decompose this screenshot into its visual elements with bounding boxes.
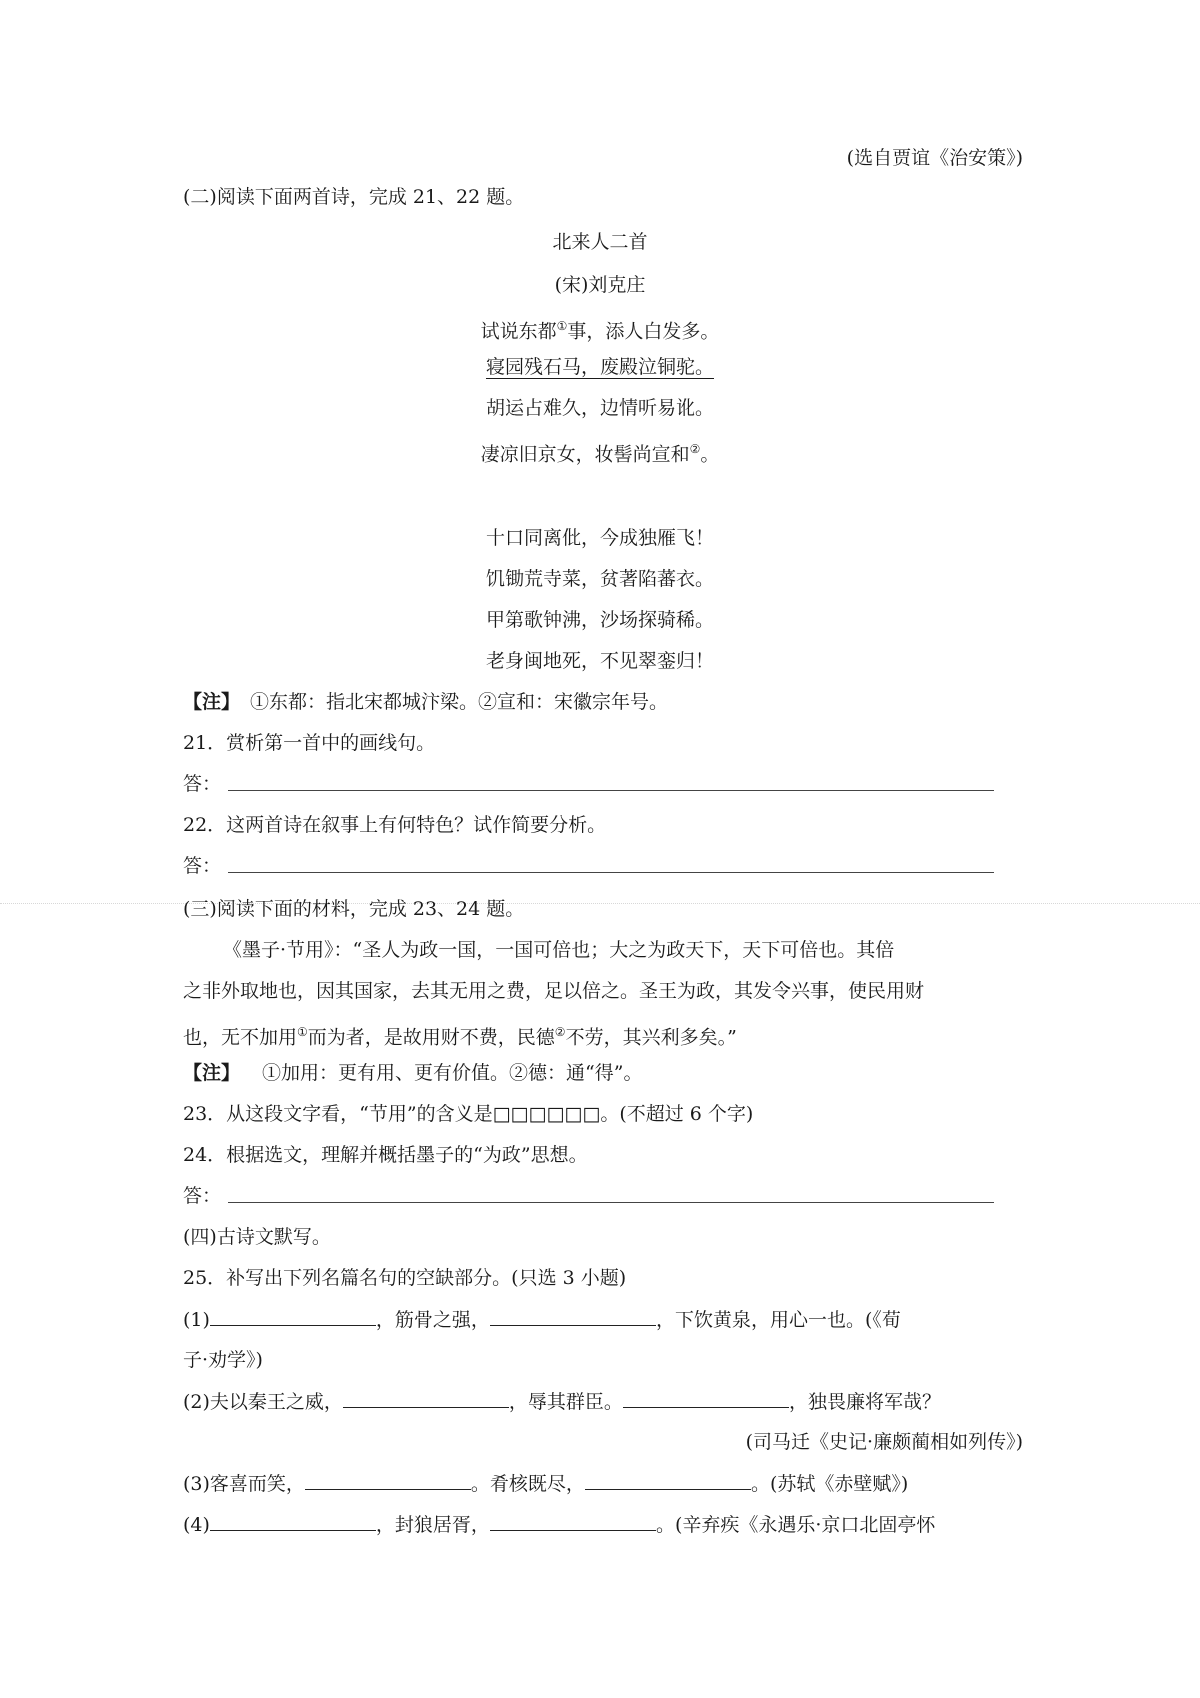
poem1-line2 xyxy=(0,355,1200,379)
item-3 xyxy=(183,1471,908,1496)
blank-1b[interactable] xyxy=(490,1307,656,1326)
item-2-source: (司马迁《史记·廉颇蔺相如列传》) xyxy=(745,1431,1023,1453)
poem2-line1: 十口同离仳，今成独雁飞！ xyxy=(485,527,714,549)
question-22: 22．这两首诗在叙事上有何特色？试作简要分析。 xyxy=(183,814,607,836)
item-3-start: (3)客喜而笑， xyxy=(183,1473,305,1495)
item-2-start: (2)夫以秦王之威， xyxy=(183,1391,343,1413)
footnote-mark-1: ① xyxy=(556,319,568,333)
question-24: 24．根据选文，理解并概括墨子的“为政”思想。 xyxy=(183,1144,588,1166)
note-text: ①东都：指北宋都城汴梁。②宣和：宋徽宗年号。 xyxy=(250,691,669,713)
question-23: 23．从这段文字看，“节用”的含义是□□□□□□。(不超过 6 个字) xyxy=(183,1103,754,1125)
poem1-line4-a: 凄凉旧京女，妆髻尚宣和 xyxy=(480,443,690,466)
material-line3-a: 也，无不加用 xyxy=(183,1026,298,1049)
note-label: 【注】 xyxy=(183,691,241,713)
poem2-line4: 老身闽地死，不见翠銮归！ xyxy=(485,650,714,672)
item-1-end: ，下饮黄泉，用心一也。(《荀 xyxy=(655,1309,901,1331)
blank-1a[interactable] xyxy=(210,1307,376,1326)
answer-label-21: 答： xyxy=(183,773,222,795)
section2-heading: (二)阅读下面两首诗，完成 21、22 题。 xyxy=(183,186,525,208)
page-divider xyxy=(0,903,1200,904)
item-2-mid: ，辱其群臣。 xyxy=(508,1391,623,1413)
poem2-line2: 饥锄荒寺菜，贫著陷蕃衣。 xyxy=(485,568,714,590)
item-1 xyxy=(183,1307,1023,1332)
material-line1: 《墨子·节用》：“圣人为政一国，一国可倍也；大之为政天下，天下可倍也。其倍 xyxy=(223,939,895,961)
answer-label-22: 答： xyxy=(183,855,222,877)
poem1-line4-b: 。 xyxy=(700,443,720,466)
note-section3 xyxy=(183,1061,642,1085)
poem1-line1-b: 事，添人白发多。 xyxy=(567,320,720,343)
question-25: 25．补写出下列名篇名句的空缺部分。(只选 3 小题) xyxy=(183,1267,627,1289)
blank-3a[interactable] xyxy=(305,1471,471,1490)
footnote-mark-3: ① xyxy=(297,1025,308,1039)
blank-4b[interactable] xyxy=(490,1512,656,1531)
note-text: ①加用：更有用、更有价值。②德：通“得”。 xyxy=(262,1062,643,1084)
blank-3b[interactable] xyxy=(585,1471,751,1490)
item-4-num: (4) xyxy=(183,1514,210,1536)
poem-author: (宋)刘克庄 xyxy=(554,274,646,296)
item-4-mid: ，封狼居胥， xyxy=(375,1514,490,1536)
answer-line-22[interactable] xyxy=(228,872,994,873)
answer-line-24[interactable] xyxy=(228,1202,994,1203)
item-2 xyxy=(183,1389,941,1414)
underlined-line: 寝园残石马，废殿泣铜驼。 xyxy=(485,356,714,378)
material-line3 xyxy=(183,1020,737,1049)
material-line2: 之非外取地也，因其国家，去其无用之费，足以倍之。圣王为政，其发令兴事，使民用财 xyxy=(183,980,925,1002)
footnote-mark-4: ② xyxy=(554,1025,566,1039)
item-4 xyxy=(183,1512,935,1537)
question-21: 21．赏析第一首中的画线句。 xyxy=(183,732,436,754)
section4-heading: (四)古诗文默写。 xyxy=(183,1226,331,1248)
poem1-line1-a: 试说东都 xyxy=(480,320,557,343)
poem1-line4 xyxy=(0,437,1200,466)
note-label: 【注】 xyxy=(183,1062,241,1084)
poem-title: 北来人二首 xyxy=(552,231,648,253)
blank-2a[interactable] xyxy=(343,1389,509,1408)
item-1-cont: 子·劝学》) xyxy=(183,1349,263,1371)
answer-label-24: 答： xyxy=(183,1185,222,1207)
item-3-mid: 。肴核既尽， xyxy=(470,1473,585,1495)
item-2-end: ，独畏廉将军哉？ xyxy=(788,1391,941,1413)
blank-4a[interactable] xyxy=(210,1512,376,1531)
answer-line-21[interactable] xyxy=(228,790,994,791)
material-line3-c: 不劳，其兴利多矣。” xyxy=(565,1026,737,1049)
material-line3-b: 而为者，是故用财不费，民德 xyxy=(307,1026,555,1049)
note-section2 xyxy=(183,690,668,714)
item-1-mid: ，筋骨之强， xyxy=(375,1309,490,1331)
poem1-line3: 胡运占难久，边情听易讹。 xyxy=(485,397,714,419)
item-4-end: 。(辛弃疾《永遇乐·京口北固亭怀 xyxy=(655,1514,936,1536)
section3-heading: (三)阅读下面的材料，完成 23、24 题。 xyxy=(183,898,525,920)
item-1-num: (1) xyxy=(183,1309,210,1331)
footnote-mark-2: ② xyxy=(689,442,701,456)
source-note: (选自贾谊《治安策》) xyxy=(846,147,1023,169)
poem2-line3: 甲第歌钟沸，沙场探骑稀。 xyxy=(485,609,714,631)
poem1-line1 xyxy=(0,314,1200,343)
blank-2b[interactable] xyxy=(623,1389,789,1408)
item-3-end: 。(苏轼《赤壁赋》) xyxy=(750,1473,909,1495)
